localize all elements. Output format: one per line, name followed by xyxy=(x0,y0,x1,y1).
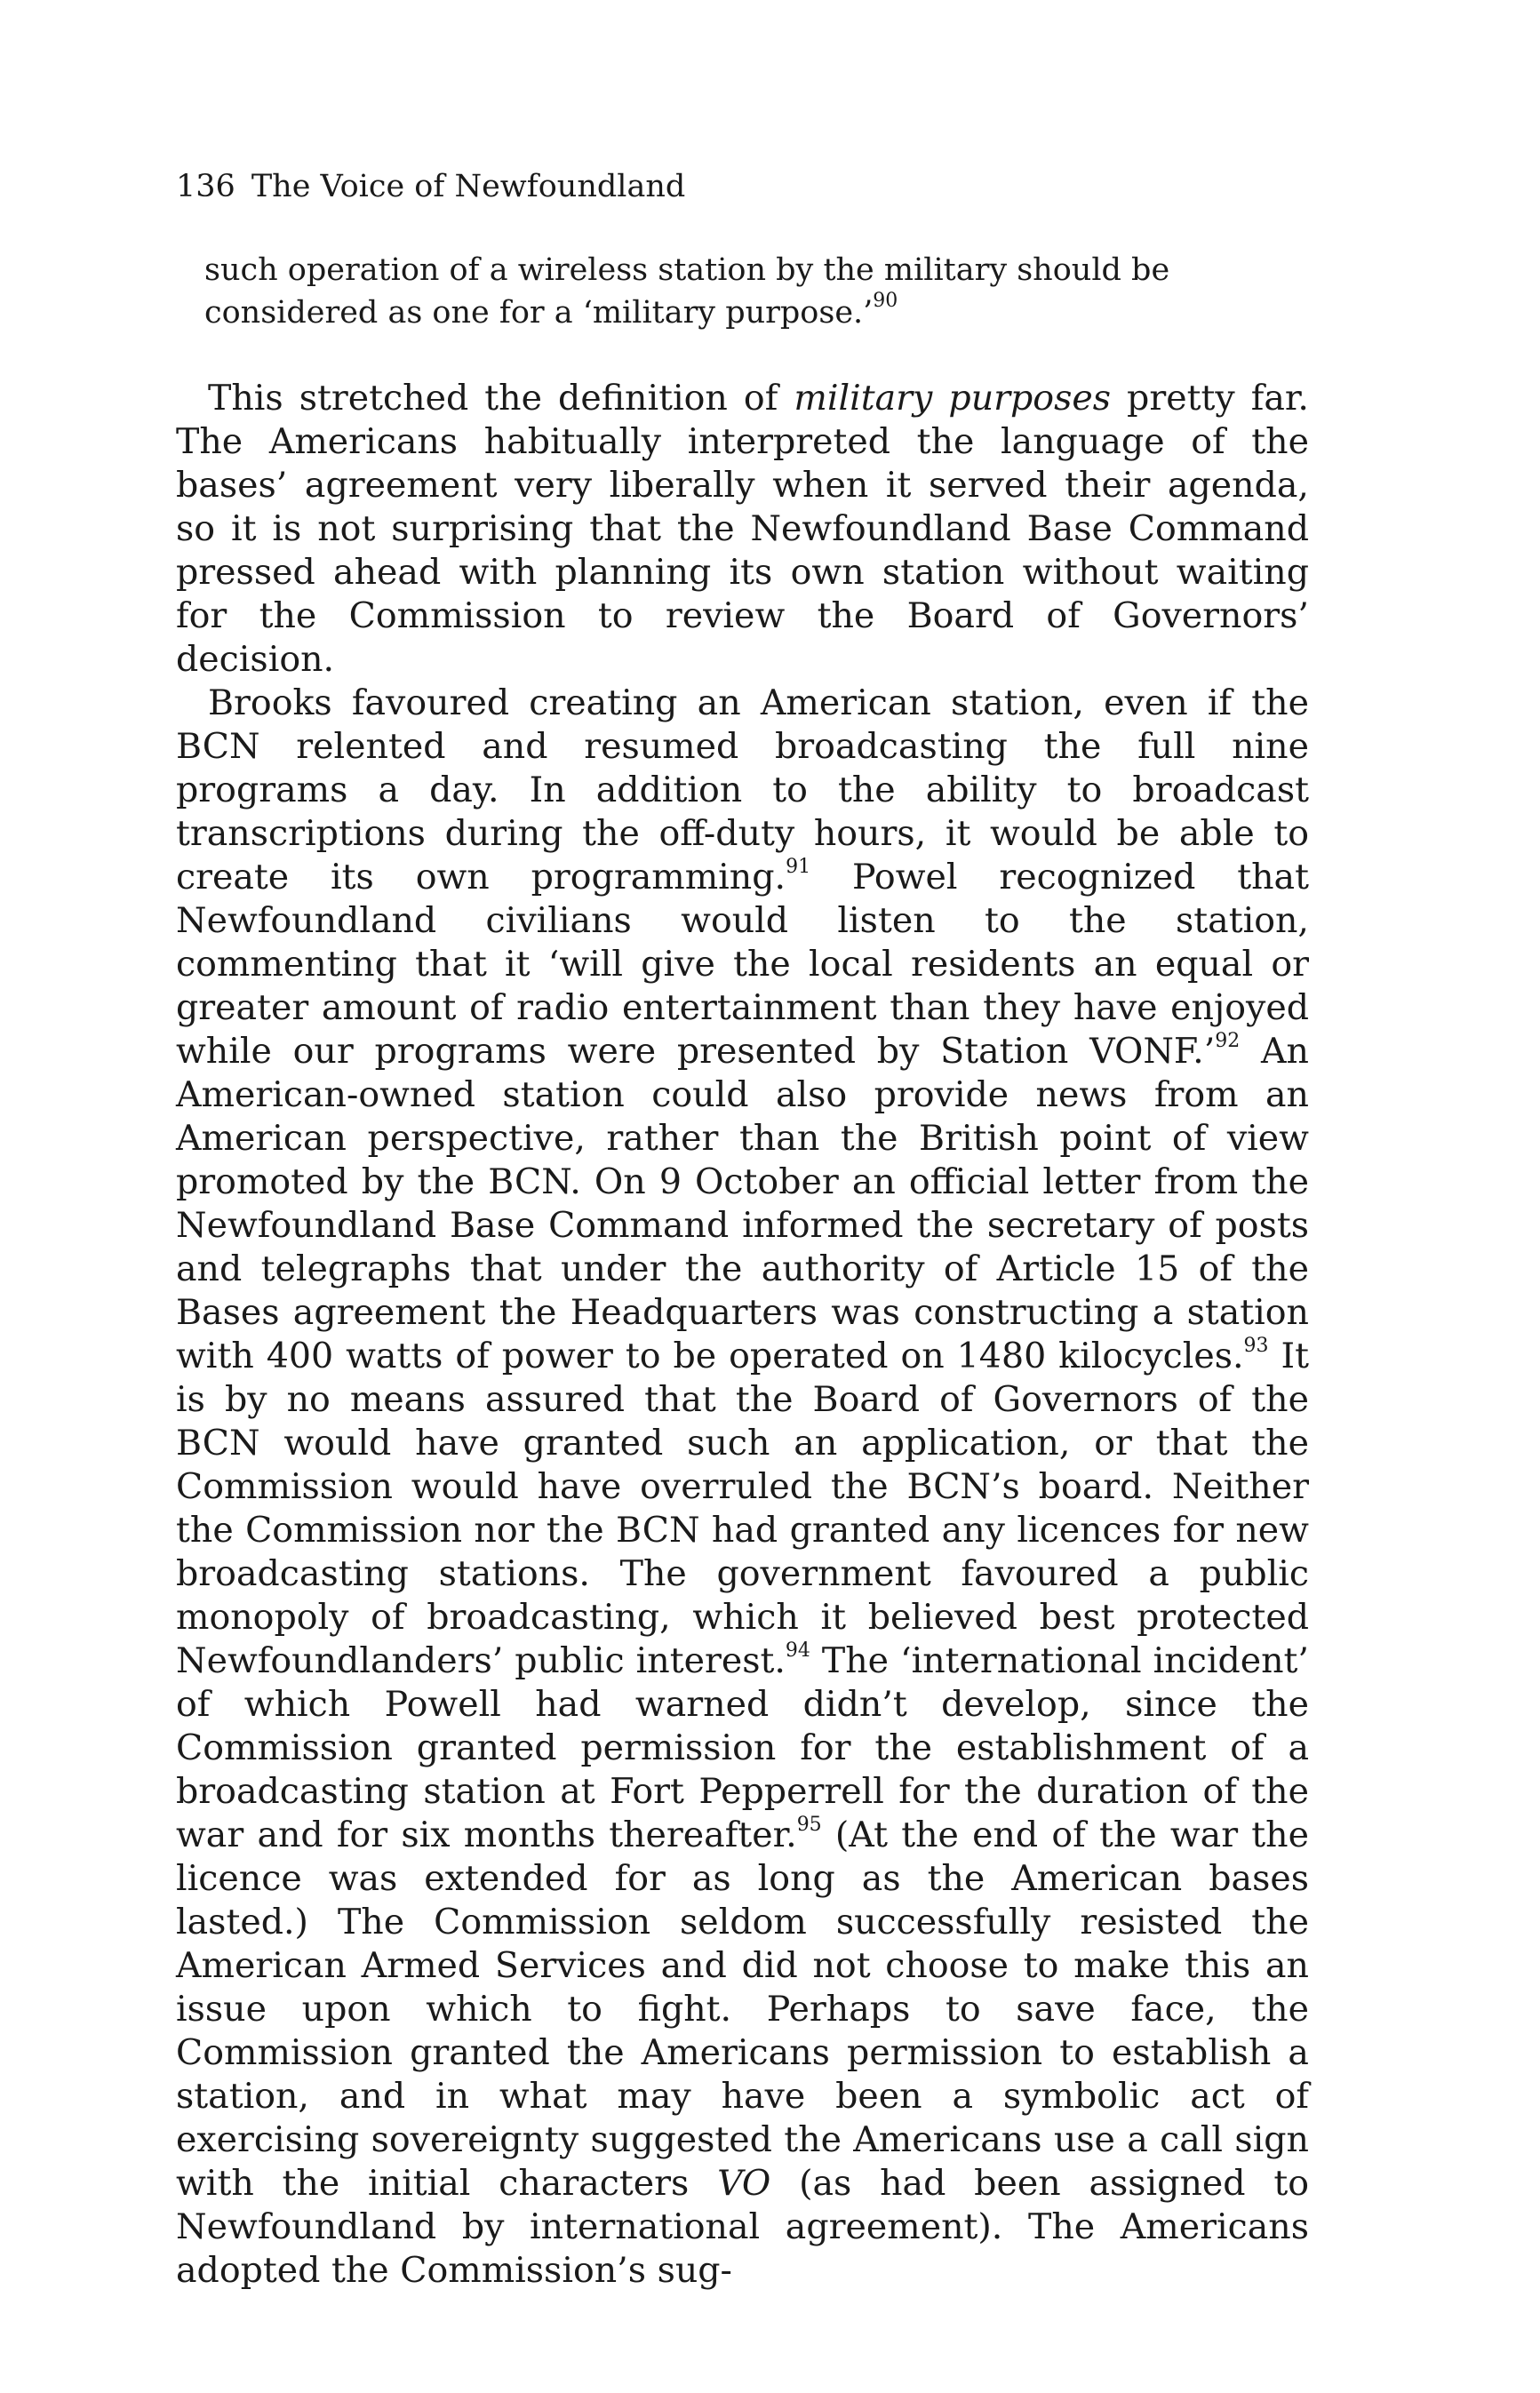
book-page xyxy=(176,169,1309,2293)
paragraph-text: The ‘international incident’ of which Powell had warned didn’t develop, since the Commission granted permission for the establishment of a broadcasting station at Fort Pepperrell for the duration of the war and for six months thereafter. xyxy=(176,1640,1309,1855)
footnote-ref: 93 xyxy=(1243,1335,1269,1357)
body-paragraph-2 xyxy=(176,682,1309,2293)
paragraph-text: (At the end of the war the licence was extended for as long as the American bases lasted.) The Commission seldom successfully resisted the American Armed Services and did not choose to make this an issue upon which to fight. Perhaps to save face, the Commission granted the Americans permission to establish a station, and in what may have been a symbolic act of exercising sovereignty suggested the Americans use a call sign with the initial characters xyxy=(176,1815,1309,2204)
paragraph-text: It is by no means assured that the Board of Governors of the BCN would have granted such an application, or that the Commission would have overruled the BCN’s board. Neither the Commission nor the BCN had granted any licences for new broadcasting stations. The government favoured a public monopoly of broadcasting, which it believed best protected Newfoundlanders’ public interest. xyxy=(176,1336,1309,1681)
footnote-ref: 92 xyxy=(1215,1030,1241,1052)
footnote-ref: 90 xyxy=(873,290,898,312)
running-title: The Voice of Newfoundland xyxy=(251,169,686,204)
footnote-ref: 91 xyxy=(786,856,811,878)
italic-phrase: military purposes xyxy=(794,378,1111,419)
paragraph-text: pretty far. The Americans habitually interpreted the language of the bases’ agreement very liberally when it served their agenda, so it is not surprising that the Newfoundland Base Command pressed ahead with planning its own station without waiting for the Commission to review the Board of Governors’ decision. xyxy=(176,378,1309,680)
block-quote xyxy=(204,249,1271,334)
italic-phrase: VO xyxy=(717,2163,771,2204)
body-paragraph-1 xyxy=(176,377,1309,682)
paragraph-text: An American-owned station could also provide news from an American perspective, rather than the British point of view promoted by the BCN. On 9 October an official letter from the Newfoundland Base Command informed the secretary of posts and telegraphs that under the authority of Article 15 of the Bases agreement the Headquarters was constructing a station with 400 watts of power to be operated on 1480 kilocycles. xyxy=(176,1031,1309,1376)
paragraph-text: Powel recognized that Newfoundland civilians would listen to the station, commenting that it ‘will give the local residents an equal or greater amount of radio entertainment than they have enjoyed while our programs were presented by Station VONF.’ xyxy=(176,857,1309,1072)
paragraph-text: This stretched the definition of xyxy=(208,378,794,419)
block-quote-text: such operation of a wireless station by the military should be considered as one for a ‘military purpose.’ xyxy=(204,252,1170,331)
paragraph-text: (as had been assigned to Newfoundland by international agreement). The Americans adopted the Commission’s sug- xyxy=(176,2163,1309,2291)
footnote-ref: 95 xyxy=(796,1814,822,1836)
footnote-ref: 94 xyxy=(785,1639,810,1662)
page-number: 136 xyxy=(176,169,235,204)
running-head xyxy=(176,169,1309,204)
paragraph-text: Brooks favoured creating an American station, even if the BCN relented and resumed broadcasting the full nine programs a day. In addition to the ability to broadcast transcriptions during the off-duty hours, it would be able to create its own programming. xyxy=(176,682,1309,897)
